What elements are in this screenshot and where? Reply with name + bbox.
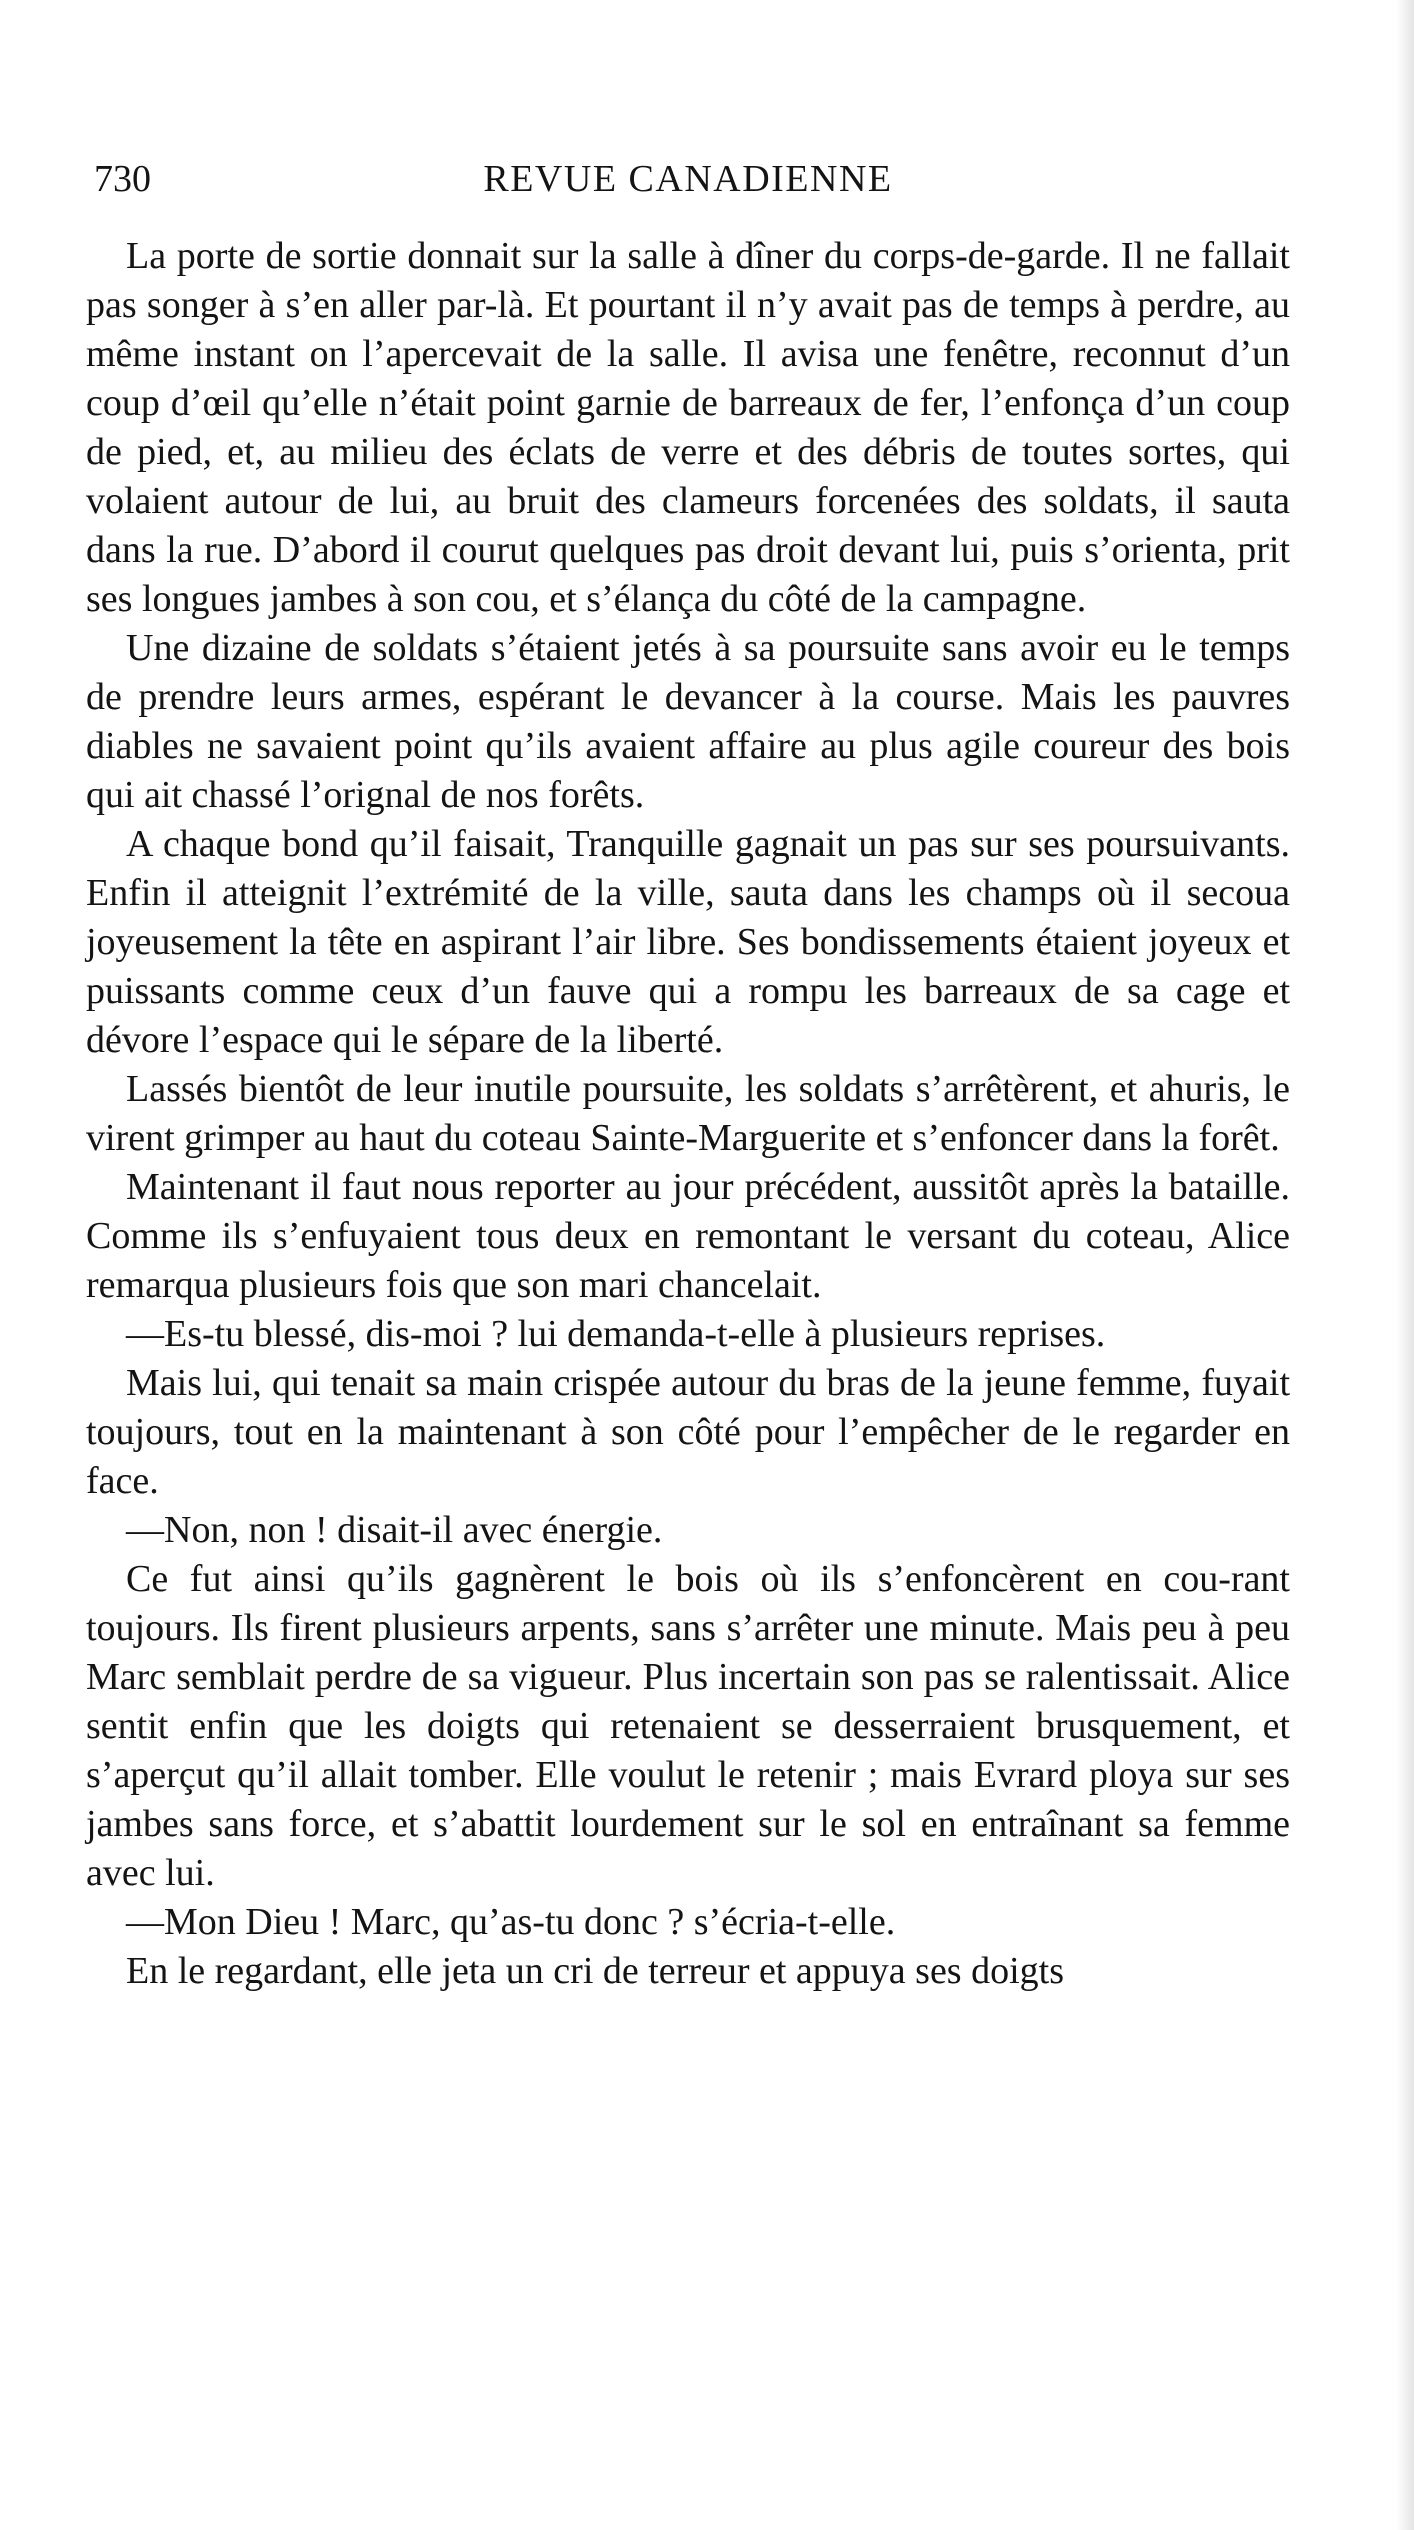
dialogue-line: —Es-tu blessé, dis-moi ? lui demanda-t-elle à plusieurs reprises. [126,1313,1106,1355]
dialogue-line: —Non, non ! disait-il avec énergie. [126,1509,663,1551]
paragraph: La porte de sortie donnait sur la salle à dîner du corps-de-garde. Il ne fallait pas songer à s’en aller par-là. Et pourtant il n’y avait pas de temps à perdre, au même instant on l’apercevait de la salle. Il avisa une fenêtre, reconnut d’un coup d’œil qu’elle n’était point garnie de barreaux de fer, l’enfonça d’un coup de pied, et, au milieu des éclats de verre et des débris de toutes sortes, qui volaient autour de lui, au bruit des clameurs forcenées des soldats, il sauta dans la rue. D’abord il courut quelques pas droit devant lui, puis s’orienta, prit ses longues jambes à son cou, et s’élança du côté de la campagne. [86,235,1290,620]
body-text [86,232,1290,1996]
paragraph: Ce fut ainsi qu’ils gagnèrent le bois où ils s’enfoncèrent en cou-rant toujours. Ils firent plusieurs arpents, sans s’arrêter une minute. Mais peu à peu Marc semblait perdre de sa vigueur. Plus incertain son pas se ralentissait. Alice sentit enfin que les doigts qui retenaient se desserraient brusquement, et s’aperçut qu’il allait tomber. Elle voulut le retenir ; mais Evrard ploya sur ses jambes sans force, et s’abattit lourdement sur le sol en entraînant sa femme avec lui. [86,1558,1290,1894]
page-number: 730 [94,158,151,200]
page-edge-shadow [1396,0,1414,2530]
paragraph: Mais lui, qui tenait sa main crispée autour du bras de la jeune femme, fuyait toujours, tout en la maintenant à son côté pour l’empêcher de le regarder en face. [86,1362,1290,1502]
paragraph: En le regardant, elle jeta un cri de terreur et appuya ses doigts [126,1950,1064,1992]
book-page [86,144,1290,1996]
paragraph: A chaque bond qu’il faisait, Tranquille gagnait un pas sur ses poursuivants. Enfin il atteignit l’extrémité de la ville, sauta dans les champs où il secoua joyeusement la tête en aspirant l’air libre. Ses bondissements étaient joyeux et puissants comme ceux d’un fauve qui a rompu les barreaux de sa cage et dévore l’espace qui le sépare de la liberté. [86,823,1290,1061]
paragraph: Maintenant il faut nous reporter au jour précédent, aussitôt après la bataille. Comme ils s’enfuyaient tous deux en remontant le versant du coteau, Alice remarqua plusieurs fois que son mari chancelait. [86,1166,1290,1306]
paragraph: Une dizaine de soldats s’étaient jetés à sa poursuite sans avoir eu le temps de prendre leurs armes, espérant le devancer à la course. Mais les pauvres diables ne savaient point qu’ils avaient affaire au plus agile coureur des bois qui ait chassé l’orignal de nos forêts. [86,627,1290,816]
paragraph: Lassés bientôt de leur inutile poursuite, les soldats s’arrêtèrent, et ahuris, le virent grimper au haut du coteau Sainte-Marguerite et s’enfoncer dans la forêt. [86,1068,1290,1159]
journal-title: REVUE CANADIENNE [483,158,893,200]
dialogue-line: —Mon Dieu ! Marc, qu’as-tu donc ? s’écria-t-elle. [126,1901,896,1943]
running-head [86,144,1290,214]
